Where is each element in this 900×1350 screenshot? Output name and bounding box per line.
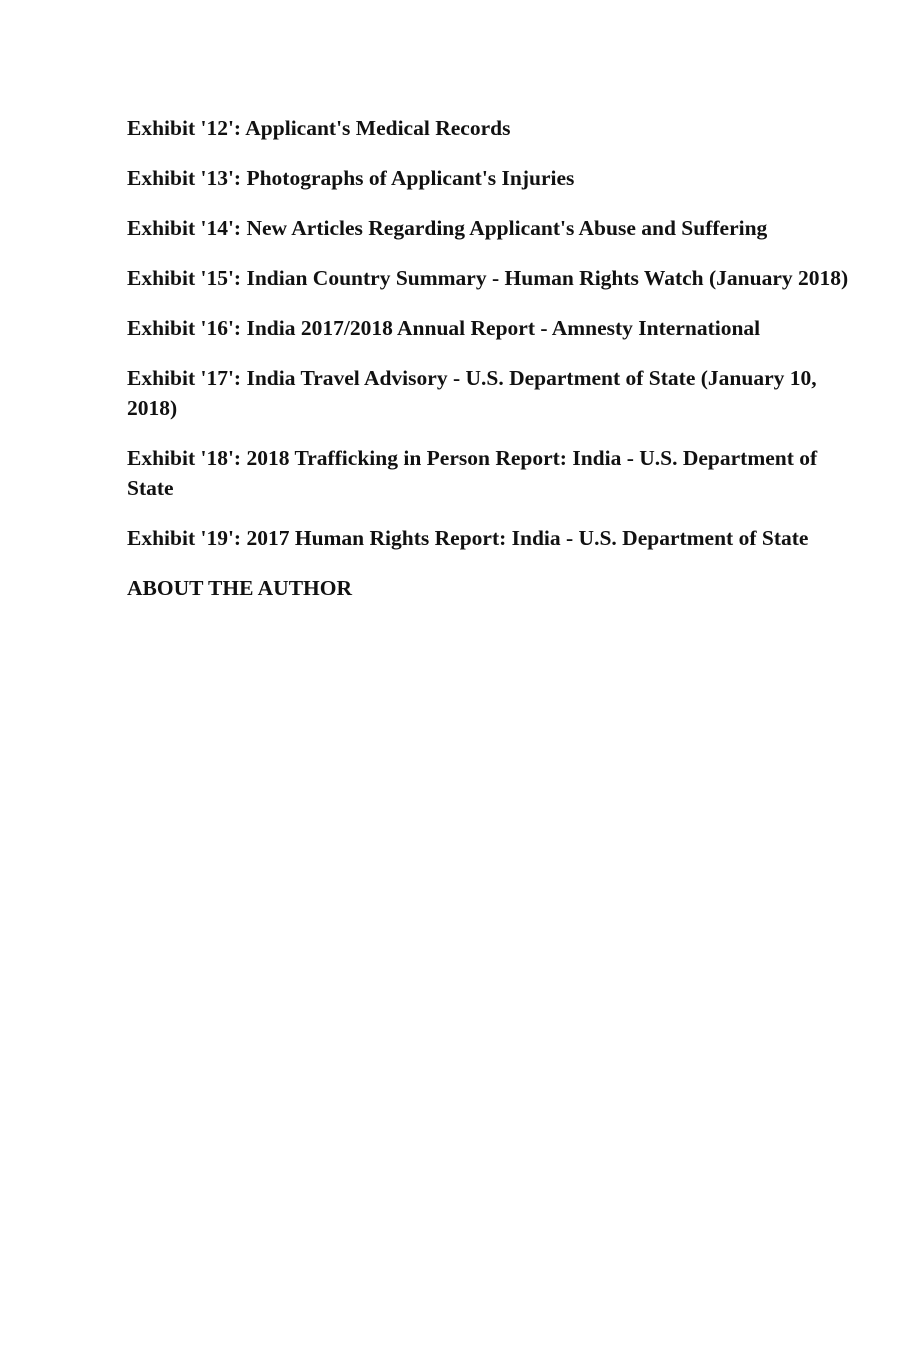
exhibit-entry-17: Exhibit '17': India Travel Advisory - U.S. Department of State (January 10, 2018) bbox=[127, 366, 817, 420]
exhibit-entry-13: Exhibit '13': Photographs of Applicant's Injuries bbox=[127, 166, 575, 190]
document-page bbox=[127, 113, 857, 603]
exhibit-entry-15: Exhibit '15': Indian Country Summary - Human Rights Watch (January 2018) bbox=[127, 266, 849, 290]
exhibit-entry-16: Exhibit '16': India 2017/2018 Annual Report - Amnesty International bbox=[127, 316, 761, 340]
about-the-author-heading: ABOUT THE AUTHOR bbox=[127, 576, 353, 600]
exhibit-entry-14: Exhibit '14': New Articles Regarding Applicant's Abuse and Suffering bbox=[127, 216, 768, 240]
exhibit-entry-19: Exhibit '19': 2017 Human Rights Report: India - U.S. Department of State bbox=[127, 526, 809, 550]
exhibit-entry-12: Exhibit '12': Applicant's Medical Records bbox=[127, 116, 511, 140]
exhibit-entry-18: Exhibit '18': 2018 Trafficking in Person Report: India - U.S. Department of State bbox=[127, 446, 818, 500]
